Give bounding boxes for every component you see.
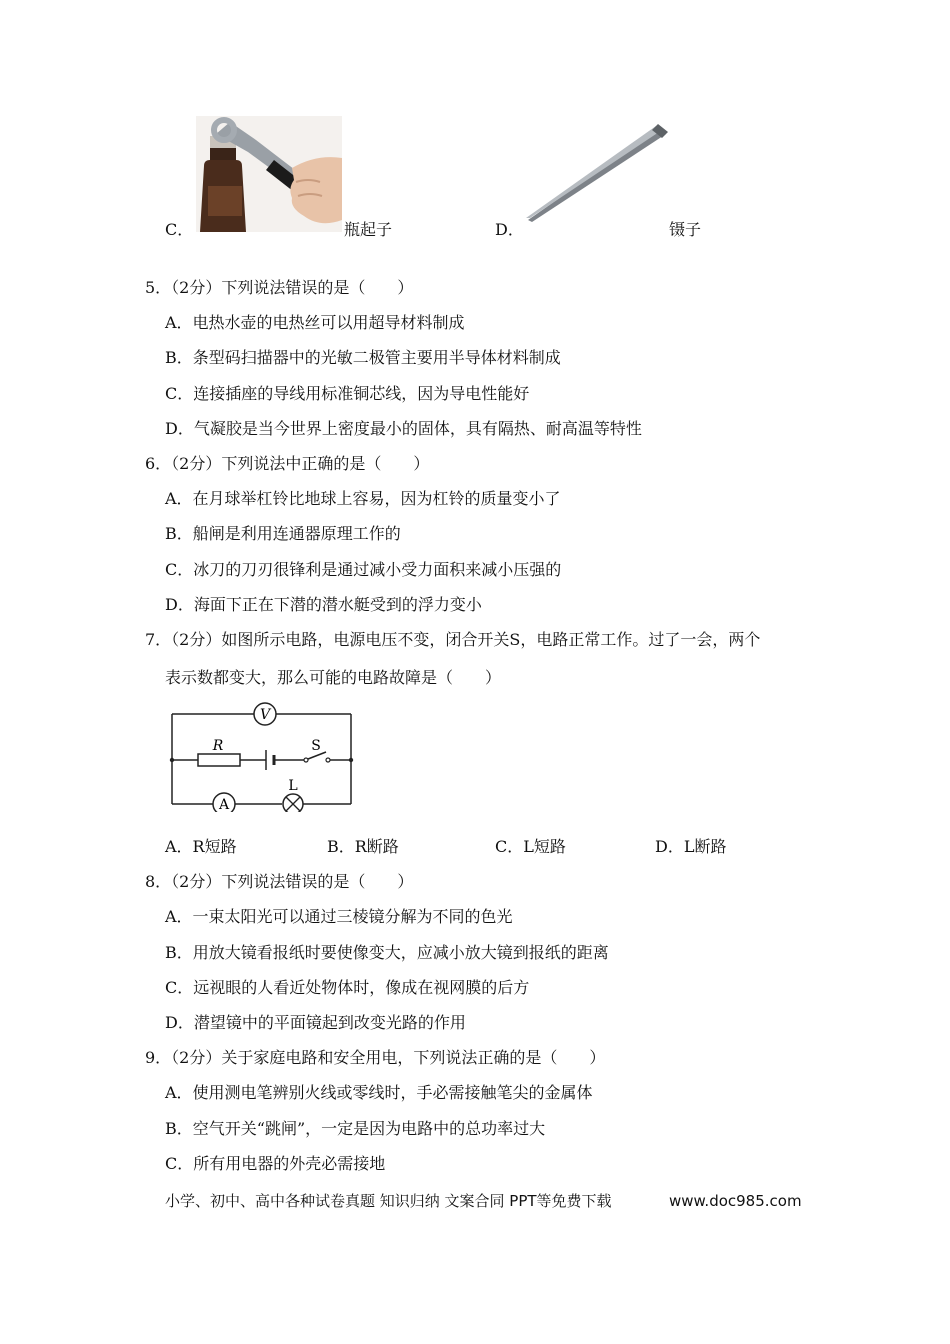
footer-promo-text: 小学、初中、高中各种试卷真题 知识归纳 文案合同 PPT等免费下载 [165, 1192, 612, 1210]
bottle-opener-image [196, 116, 342, 232]
question-8-option-b: B．用放大镜看报纸时要使像变大，应减小放大镜到报纸的距离 [165, 943, 609, 962]
question-9-option-a: A．使用测电笔辨别火线或零线时，手必需接触笔尖的金属体 [165, 1083, 593, 1102]
lamp-symbol [283, 794, 303, 812]
option-d-caption: 镊子 [669, 220, 702, 239]
resistor-symbol [198, 754, 240, 766]
option-d-letter: D． [495, 220, 524, 239]
question-6-option-a: A．在月球举杠铃比地球上容易，因为杠铃的质量变小了 [165, 489, 561, 508]
option-c-caption: 瓶起子 [344, 220, 393, 239]
question-8-option-c: C．远视眼的人看近处物体时，像成在视网膜的后方 [165, 978, 530, 997]
question-8-option-d: D．潜望镜中的平面镜起到改变光路的作用 [165, 1013, 466, 1032]
ammeter-label: A [218, 797, 230, 812]
question-8-stem: 8．（2分）下列说法错误的是（ ） [145, 872, 414, 891]
question-5-option-b: B．条型码扫描器中的光敏二极管主要用半导体材料制成 [165, 348, 561, 367]
question-7-stem-continued: 表示数都变大，那么可能的电路故障是（ ） [165, 668, 502, 687]
question-6-stem: 6．（2分）下列说法中正确的是（ ） [145, 454, 430, 473]
question-5-option-a: A．电热水壶的电热丝可以用超导材料制成 [165, 313, 465, 332]
question-5-option-d: D．气凝胶是当今世界上密度最小的固体，具有隔热、耐高温等特性 [165, 419, 642, 438]
question-9-option-b: B．空气开关“跳闸”，一定是因为电路中的总功率过大 [165, 1119, 546, 1138]
option-c-letter: C． [165, 220, 194, 239]
tweezers-image [522, 118, 668, 230]
switch-label: S [311, 738, 321, 754]
lamp-label: L [288, 778, 298, 794]
circuit-diagram [166, 700, 358, 812]
question-6-option-b: B．船闸是利用连通器原理工作的 [165, 524, 401, 543]
question-9-stem: 9．（2分）关于家庭电路和安全用电，下列说法正确的是（ ） [145, 1048, 606, 1067]
question-6-option-c: C．冰刀的刀刃很锋利是通过减小受力面积来减小压强的 [165, 560, 562, 579]
question-7-option-d: D．L断路 [655, 837, 727, 856]
question-7-option-b: B．R断路 [327, 837, 399, 856]
question-7-stem: 7．（2分）如图所示电路，电源电压不变，闭合开关S，电路正常工作。过了一会，两个 [145, 630, 761, 649]
footer-website-link[interactable]: www.doc985.com [669, 1192, 802, 1210]
resistor-label: R [212, 738, 224, 754]
question-9-option-c: C．所有用电器的外壳必需接地 [165, 1154, 386, 1173]
question-5-option-c: C．连接插座的导线用标准铜芯线，因为导电性能好 [165, 384, 530, 403]
question-7-option-c: C．L短路 [495, 837, 566, 856]
question-8-option-a: A．一束太阳光可以通过三棱镜分解为不同的色光 [165, 907, 513, 926]
question-5-stem: 5．（2分）下列说法错误的是（ ） [145, 278, 414, 297]
question-6-option-d: D．海面下正在下潜的潜水艇受到的浮力变小 [165, 595, 482, 614]
question-7-option-a: A．R短路 [165, 837, 237, 856]
voltmeter-label: V [259, 707, 271, 723]
